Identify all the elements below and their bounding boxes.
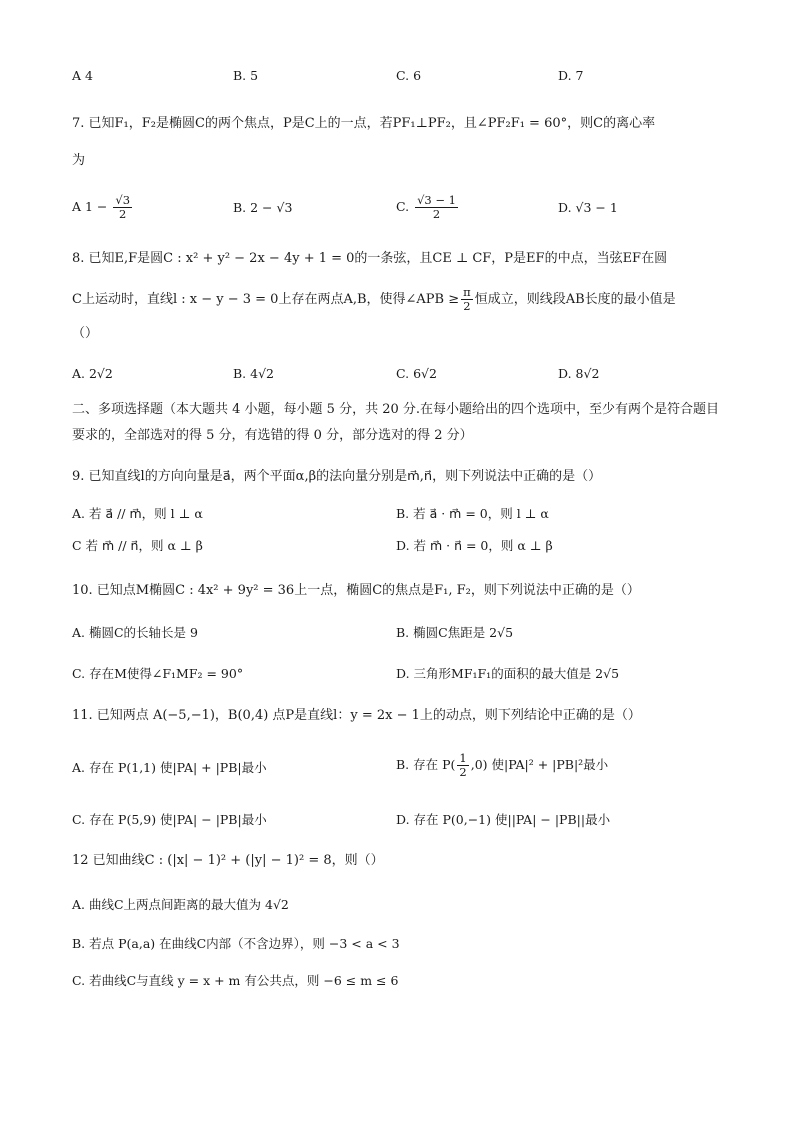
q7-option-c-denominator: 2 — [432, 207, 441, 221]
q8-stem-line3: （） — [72, 326, 99, 341]
q8-stem-line2-part1: C上运动时，直线l : x − y − 3 = 0上存在两点A,B，使得∠APB ≥ — [72, 292, 460, 307]
q7-option-d: D. √3 − 1 — [558, 200, 618, 215]
q8-stem-line2 — [72, 286, 722, 313]
q7-option-a-denominator: 2 — [119, 207, 127, 221]
q12-option-c: C. 若曲线C与直线 y = x + m 有公共点，则 −6 ≤ m ≤ 6 — [72, 973, 399, 988]
q9-option-a: A. 若 a⃗ // m⃗，则 l ⊥ α — [72, 506, 203, 521]
q8-pi-over-2-fraction — [461, 286, 473, 313]
q7-option-a-numerator: √3 — [115, 193, 131, 207]
q10-option-d: D. 三角形MF₁F₁的面积的最大值是 2√5 — [396, 666, 620, 681]
q7-stem-line1: 7. 已知F₁，F₂是椭圆C的两个焦点，P是C上的一点，若PF₁⊥PF₂，且∠PF₂F₁ = 60°，则C的离心率 — [72, 116, 656, 131]
q11-option-a: A. 存在 P(1,1) 使|PA| + |PB|最小 — [72, 760, 267, 775]
q7-option-a — [72, 194, 134, 221]
q6-option-a: A 4 — [72, 68, 93, 83]
q7-option-c-fraction — [415, 194, 458, 221]
q11-option-d: D. 存在 P(0,−1) 使||PA| − |PB||最小 — [396, 812, 611, 827]
q9-option-b: B. 若 a⃗ · m⃗ = 0，则 l ⊥ α — [396, 506, 549, 521]
q8-option-d: D. 8√2 — [558, 366, 600, 381]
q7-stem-line2: 为 — [72, 153, 86, 168]
q6-option-b: B. 5 — [233, 68, 259, 83]
q10-option-c: C. 存在M使得∠F₁MF₂ = 90° — [72, 666, 244, 681]
q9-option-c: C 若 m⃗ // n⃗，则 α ⊥ β — [72, 538, 203, 553]
q10-option-a: A. 椭圆C的长轴长是 9 — [72, 625, 198, 640]
q10-stem: 10. 已知点M椭圆C : 4x² + 9y² = 36上一点，椭圆C的焦点是F₁, F₂，则下列说法中正确的是（） — [72, 583, 640, 598]
q8-option-c: C. 6√2 — [396, 366, 437, 381]
q6-option-d: D. 7 — [558, 68, 584, 83]
q7-option-a-prefix: A 1 − — [72, 199, 108, 214]
q7-option-a-fraction — [113, 194, 132, 221]
q8-stem-line2-part2: 恒成立，则线段AB长度的最小值是 — [474, 292, 676, 307]
q11-option-b-denominator: 2 — [459, 765, 467, 779]
q11-option-b-suffix: ,0) 使|PA|² + |PB|²最小 — [470, 757, 609, 772]
q7-option-c — [396, 194, 460, 221]
q11-option-b-prefix: B. 存在 P( — [396, 757, 456, 772]
q12-stem: 12 已知曲线C : (|x| − 1)² + (|y| − 1)² = 8，则（） — [72, 853, 384, 868]
q6-option-c: C. 6 — [396, 68, 422, 83]
q7-option-c-numerator: √3 − 1 — [417, 193, 456, 207]
q10-option-b: B. 椭圆C焦距是 2√5 — [396, 625, 514, 640]
q8-stem-line1: 8. 已知E,F是圆C : x² + y² − 2x − 4y + 1 = 0的一条弦，且CE ⊥ CF，P是EF的中点，当弦EF在圆 — [72, 251, 668, 266]
q8-option-a: A. 2√2 — [72, 366, 113, 381]
q11-option-b-fraction — [457, 752, 468, 779]
q8-fraction-denominator: 2 — [463, 299, 471, 313]
q11-option-b-numerator: 1 — [459, 751, 467, 765]
q11-option-c: C. 存在 P(5,9) 使|PA| − |PB|最小 — [72, 812, 267, 827]
q8-option-b: B. 4√2 — [233, 366, 275, 381]
section2-heading: 二、多项选择题（本大题共 4 小题，每小题 5 分，共 20 分.在每小题给出的四个选项中，至少有两个是符合题目要求的，全部选对的得 5 分，有选错的得 0 分，部分选对的得 2 分） — [72, 402, 720, 443]
q11-stem: 11. 已知两点 A(−5,−1)，B(0,4) 点P是直线l：y = 2x − 1上的动点，则下列结论中正确的是（） — [72, 708, 641, 723]
q8-fraction-numerator: π — [463, 285, 471, 299]
q12-option-b: B. 若点 P(a,a) 在曲线C内部（不含边界），则 −3 < a < 3 — [72, 936, 400, 951]
q11-option-b — [396, 752, 608, 779]
q12-option-a: A. 曲线C上两点间距离的最大值为 4√2 — [72, 897, 289, 912]
q9-stem: 9. 已知直线l的方向向量是a⃗，两个平面α,β的法向量分别是m⃗,n⃗，则下列说法中正确的是（） — [72, 469, 602, 484]
q7-option-b: B. 2 − √3 — [233, 200, 293, 215]
q9-option-d: D. 若 m⃗ · n⃗ = 0，则 α ⊥ β — [396, 538, 553, 553]
q7-option-c-prefix: C. — [396, 199, 410, 214]
